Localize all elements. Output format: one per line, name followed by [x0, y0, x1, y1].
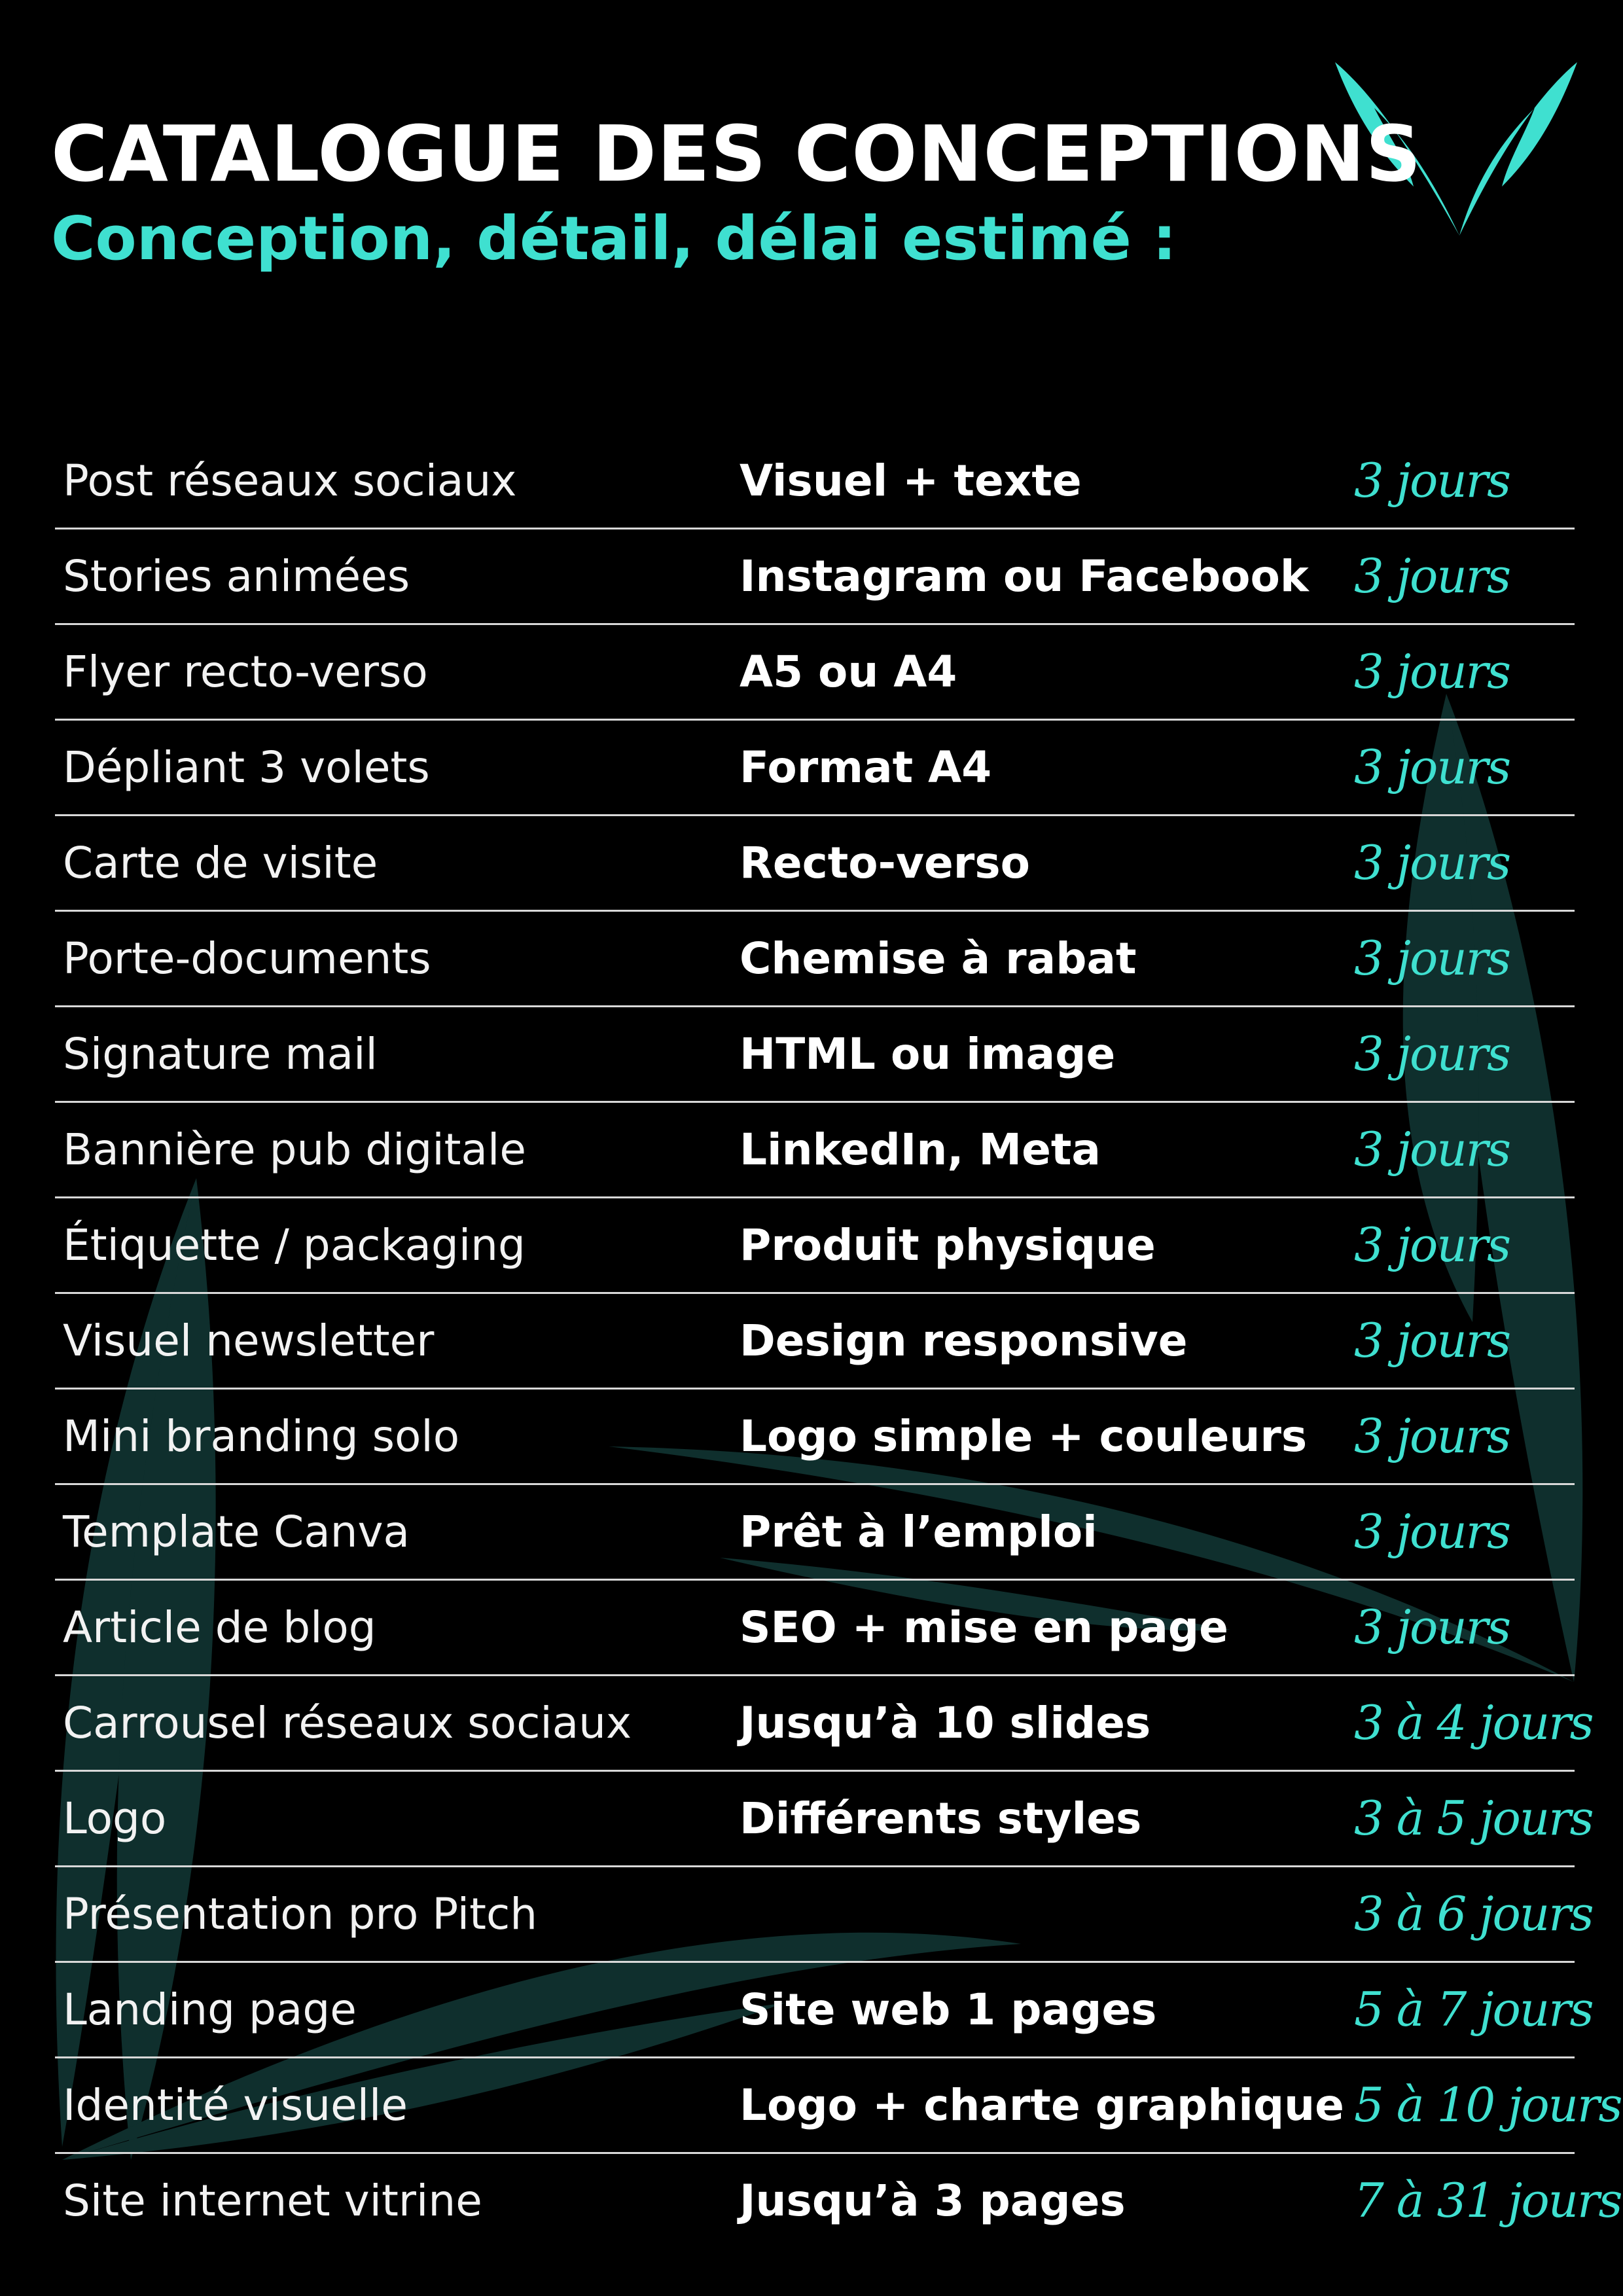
- service-name: Logo: [63, 1793, 167, 1844]
- table-row: [55, 1676, 1593, 1772]
- service-delay: 3 jours: [1354, 453, 1510, 508]
- table-row: [55, 1198, 1575, 1294]
- table-row: [55, 1390, 1575, 1485]
- service-detail: HTML ou image: [740, 1029, 1116, 1079]
- service-name: Étiquette / packaging: [63, 1220, 526, 1270]
- service-name: Carte de visite: [63, 838, 378, 888]
- service-detail: Jusqu’à 3 pages: [740, 2176, 1126, 2226]
- service-detail: SEO + mise en page: [740, 1602, 1228, 1653]
- table-row: [55, 816, 1575, 912]
- service-name: Site internet vitrine: [63, 2176, 482, 2226]
- service-detail: Site web 1 pages: [740, 1984, 1157, 2035]
- table-row: [55, 1867, 1593, 1963]
- table-row: [55, 434, 1575, 529]
- page-subtitle: Conception, détail, délai estimé :: [51, 204, 1177, 274]
- service-name: Visuel newsletter: [63, 1316, 435, 1366]
- catalogue-table: [55, 434, 1622, 2250]
- service-name: Bannière pub digitale: [63, 1124, 526, 1175]
- service-detail: Chemise à rabat: [740, 933, 1137, 984]
- table-row: [55, 529, 1575, 625]
- table-row: [55, 2154, 1622, 2250]
- service-delay: 3 jours: [1354, 1026, 1510, 1081]
- service-detail: Différents styles: [740, 1793, 1142, 1844]
- service-name: Mini branding solo: [63, 1411, 460, 1462]
- service-delay: 3 jours: [1354, 1408, 1510, 1463]
- service-name: Signature mail: [63, 1029, 378, 1079]
- service-name: Porte-documents: [63, 933, 431, 984]
- table-row: [55, 2058, 1622, 2154]
- service-detail: Instagram ou Facebook: [740, 551, 1309, 601]
- service-detail: Jusqu’à 10 slides: [740, 1698, 1151, 1748]
- service-delay: 5 à 10 jours: [1354, 2077, 1622, 2132]
- service-delay: 3 jours: [1354, 644, 1510, 699]
- service-detail: Recto-verso: [740, 838, 1030, 888]
- service-name: Template Canva: [63, 1507, 410, 1557]
- table-row: [55, 625, 1575, 721]
- service-detail: Visuel + texte: [740, 456, 1082, 506]
- table-row: [55, 1581, 1575, 1676]
- service-delay: 3 jours: [1354, 740, 1510, 795]
- service-name: Flyer recto-verso: [63, 647, 428, 697]
- service-name: Stories animées: [63, 551, 410, 601]
- service-name: Article de blog: [63, 1602, 376, 1653]
- table-row: [55, 912, 1575, 1007]
- service-name: Présentation pro Pitch: [63, 1889, 538, 1939]
- table-row: [55, 721, 1575, 816]
- service-name: Landing page: [63, 1984, 357, 2035]
- service-delay: 3 jours: [1354, 1600, 1510, 1655]
- service-delay: 3 jours: [1354, 931, 1510, 986]
- table-row: [55, 1103, 1575, 1198]
- service-delay: 5 à 7 jours: [1354, 1982, 1593, 2037]
- service-delay: 3 jours: [1354, 1313, 1510, 1368]
- service-delay: 3 à 5 jours: [1354, 1791, 1593, 1846]
- service-detail: Prêt à l’emploi: [740, 1507, 1097, 1557]
- table-row: [55, 1963, 1593, 2058]
- service-delay: 3 jours: [1354, 1122, 1510, 1177]
- table-row: [55, 1485, 1575, 1581]
- service-name: Dépliant 3 volets: [63, 742, 430, 793]
- service-delay: 3 à 4 jours: [1354, 1695, 1593, 1750]
- service-detail: Format A4: [740, 742, 992, 793]
- service-delay: 3 jours: [1354, 548, 1510, 603]
- table-row: [55, 1007, 1575, 1103]
- service-delay: 3 jours: [1354, 1504, 1510, 1559]
- table-row: [55, 1294, 1575, 1390]
- page-title: CATALOGUE DES CONCEPTIONS: [51, 109, 1422, 199]
- service-detail: LinkedIn, Meta: [740, 1124, 1101, 1175]
- service-name: Post réseaux sociaux: [63, 456, 517, 506]
- table-row: [55, 1772, 1593, 1867]
- service-detail: Design responsive: [740, 1316, 1188, 1366]
- service-delay: 3 jours: [1354, 1217, 1510, 1272]
- service-detail: Produit physique: [740, 1220, 1156, 1270]
- service-detail: Logo + charte graphique: [740, 2080, 1344, 2130]
- service-name: Carrousel réseaux sociaux: [63, 1698, 632, 1748]
- service-detail: A5 ou A4: [740, 647, 957, 697]
- service-delay: 3 à 6 jours: [1354, 1886, 1593, 1941]
- service-detail: Logo simple + couleurs: [740, 1411, 1308, 1462]
- service-delay: 7 à 31 jours: [1354, 2173, 1622, 2228]
- service-delay: 3 jours: [1354, 835, 1510, 890]
- service-name: Identité visuelle: [63, 2080, 408, 2130]
